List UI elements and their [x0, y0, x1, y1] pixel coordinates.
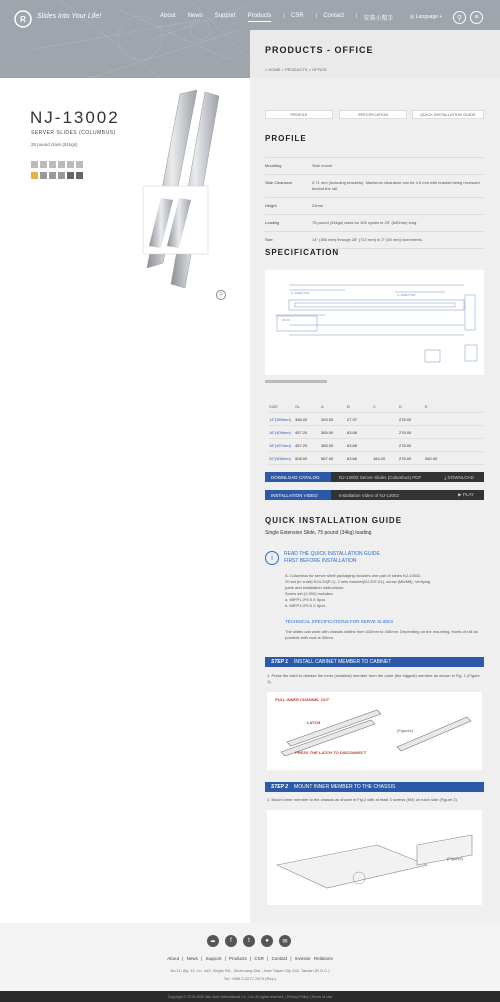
footer-tel: Tel: +886-2-2277-2879 (Rep.) — [223, 976, 277, 981]
note-line: Screw set (1-900) includes: — [285, 591, 334, 596]
table-cell: 365.00 — [321, 429, 334, 435]
scrollbar[interactable] — [265, 380, 327, 383]
tab-quick-install[interactable]: QUICK INSTALLATION GUIDE — [412, 110, 484, 119]
play-button[interactable] — [458, 492, 474, 498]
row-label: Height — [265, 203, 277, 208]
table-cell[interactable]: 14"(355mm) — [269, 416, 291, 422]
globe-icon: ◎ — [410, 14, 415, 20]
step-2-header — [265, 782, 484, 792]
profile-table — [265, 157, 484, 249]
table-header — [269, 400, 484, 413]
table-cell: 276.00 — [399, 442, 412, 448]
note-line: 20 set (in a set) NJ4-25(P-1), 2 sets bracket(NJ-25T-01), screw (M6/M8). Verifying — [285, 579, 431, 584]
installation-video-label: INSTALLATION VIDEO — [265, 490, 331, 500]
table-cell: 276.00 — [399, 455, 412, 461]
main-nav — [160, 13, 405, 22]
zoom-button[interactable] — [216, 290, 226, 300]
tab-profile[interactable]: PROFILE — [265, 110, 333, 119]
column-header: SL — [295, 403, 300, 409]
notice-line: FIRST BEFORE INSTALLATION — [284, 557, 357, 564]
table-row — [269, 413, 484, 426]
feature-icon — [31, 172, 38, 179]
table-cell: 276.00 — [399, 416, 412, 422]
search-icon: ⚲ — [456, 14, 463, 22]
table-cell: 365.00 — [321, 442, 334, 448]
table-cell — [425, 430, 451, 435]
table-cell: 260.90 — [425, 455, 438, 461]
row-label: Size — [265, 237, 273, 242]
svg-text:R: R — [20, 15, 26, 24]
feature-icon — [40, 161, 47, 168]
table-cell[interactable]: 18"(457mm) — [269, 442, 291, 448]
nav-divider: | — [355, 13, 358, 19]
quick-install-subtitle: Single Extension Slide, 75 pound (34kg) loading — [265, 530, 372, 536]
step-title: INSTALL CABINET MEMBER TO CABINET — [294, 659, 392, 665]
download-catalog-bar[interactable] — [265, 472, 484, 482]
page-title: PRODUCTS - OFFICE — [265, 45, 374, 55]
spec-table — [269, 400, 484, 465]
table-cell: 508.00 — [295, 455, 308, 461]
note-line: parts and installation instructions: — [285, 585, 345, 590]
read-guide-notice — [265, 551, 380, 565]
table-cell — [373, 443, 399, 448]
step-number: STEP 2 — [271, 784, 289, 790]
column-header: B — [347, 403, 350, 409]
row-label: Loading — [265, 220, 280, 225]
step-1-figure — [267, 692, 482, 770]
slogan: Slides Into Your Life! — [37, 13, 102, 20]
installation-video-bar[interactable] — [265, 490, 484, 500]
menu-button[interactable] — [470, 11, 483, 24]
table-cell: 63.66 — [347, 442, 358, 448]
product-name: NJ-13002 — [30, 108, 120, 127]
product-description: 25 pound class (91kgs) — [31, 142, 78, 147]
table-cell: 184.20 — [373, 455, 386, 461]
table-row — [269, 426, 484, 439]
feature-icon — [67, 161, 74, 168]
note-line: a. M5*P1.0*5.5 X 5pcs — [285, 597, 326, 602]
table-cell: 356.00 — [295, 416, 308, 422]
step-number: STEP 1 — [271, 659, 289, 665]
dimension-label: 35.00 — [282, 318, 290, 322]
download-button[interactable] — [444, 475, 474, 480]
table-cell: 63.66 — [347, 455, 358, 461]
column-header: E — [425, 403, 428, 409]
column-header: D — [399, 403, 402, 409]
column-header: SIZE — [269, 403, 278, 409]
catalog-file-name: NJ-13002 Server Slides (Columbus) PDF — [339, 474, 422, 480]
language-label: Language + — [415, 14, 443, 20]
figure-label: (Figure1) — [397, 728, 414, 733]
table-row — [269, 439, 484, 452]
figure-label: PULL INNER CHANNEL OUT — [275, 697, 330, 702]
download-catalog-label: DOWNLOAD CATALOG — [265, 472, 331, 482]
footer-address: No.11, Aly. 12, Ln. 443, Xingfu Rd., Xinzhuang Dist., New Taipei City 242, Taiwan (R.O.C.) — [170, 968, 330, 973]
zoom-icon: ⚲ — [219, 292, 223, 298]
table-cell: 27.97 — [347, 416, 358, 422]
row-value: 0.71 mm (including brackets). Maximum clearance can be 4.5 mm with bracket being recessed behind the rail. — [312, 180, 480, 191]
play-label: PLAY — [462, 492, 474, 497]
step-title: MOUNT INNER MEMBER TO THE CHASSIS — [294, 784, 396, 790]
step-1-description: 1. Press the latch to release the inner (smallest) member from the outer (the biggest) member as shown in Fig. 1 (Figure 1). — [267, 673, 480, 684]
feature-icon — [40, 172, 47, 179]
step-2-figure — [267, 810, 482, 905]
feature-icon — [76, 161, 83, 168]
row-value: 14" (356 mm) through 28" (710 mm) in 2" (50 mm) increments. — [312, 237, 423, 242]
row-value: Side mount — [312, 163, 333, 168]
tech-spec-heading: TECHNICAL SPECIFICATIONS FOR SERVE SLIDES — [285, 619, 394, 624]
quick-install-title: QUICK INSTALLATION GUIDE — [265, 516, 403, 525]
table-cell — [373, 430, 399, 435]
product-subtitle: SERVER SLIDES (COLUMBUS) — [31, 130, 116, 136]
table-row — [265, 157, 484, 174]
table-cell: 263.00 — [321, 416, 334, 422]
feature-icon — [58, 172, 65, 179]
download-label: DOWNLOAD — [447, 474, 474, 480]
row-value: 75 pound (34kgs) class for 300 cycles in 25" (640mm) long. — [312, 220, 418, 225]
table-cell: 457.20 — [295, 442, 308, 448]
feature-icon — [49, 172, 56, 179]
video-title: Installation Video of NJ-13002 — [339, 492, 399, 498]
figure-label: LATCH — [307, 720, 321, 725]
wechat-icon[interactable]: ● — [261, 935, 273, 947]
notice-line: READ THE QUICK INSTALLATION GUIDE — [284, 551, 380, 557]
table-row — [265, 214, 484, 231]
table-row — [265, 174, 484, 197]
language-selector[interactable] — [410, 14, 442, 20]
search-button[interactable] — [453, 11, 466, 24]
figure-label: (Figure2) — [447, 856, 464, 861]
specification-heading: SPECIFICATION — [265, 248, 340, 257]
column-header: C — [373, 403, 376, 409]
table-row — [265, 197, 484, 214]
feature-icon — [67, 172, 74, 179]
info-icon: i — [265, 551, 279, 565]
footer-nav[interactable]: About | News | Support | Products | CSR | Contact | Investor Relations — [167, 956, 333, 961]
figure-label: PRESS THE LATCH TO DISCONNECT — [295, 750, 367, 755]
tab-specification[interactable]: SPECIFICATION — [339, 110, 407, 119]
table-cell: 457.20 — [295, 429, 308, 435]
download-icon: ⤓ — [444, 474, 447, 480]
profile-heading: PROFILE — [265, 134, 307, 143]
table-cell[interactable]: 16"(405mm) — [269, 429, 291, 435]
note-line: A. Columbus for server shelf packaging includes one pair of slides NJ-13002, — [285, 573, 422, 578]
feature-icon — [31, 161, 38, 168]
copyright: Copyright © 2019-2020 Nan Juen International Co., Ltd. All rights reserved. | Privacy Policy | Terms of Use — [0, 991, 500, 1002]
table-cell[interactable]: 20"(508mm) — [269, 455, 291, 461]
nav-about[interactable]: About — [160, 13, 176, 19]
nav-install-helper[interactable]: 安裝小幫手 — [363, 16, 394, 22]
feature-icon — [58, 161, 65, 168]
note-line: b. M5*P1.0*5.5 X 5pcs — [285, 603, 326, 608]
mail-icon[interactable]: ✉ — [279, 935, 291, 947]
tech-spec-text: The slides can work with chassis widths from 430mm to 440mm. Depending on the mounting, fronts of rail as possible with rack is 30mm. — [285, 629, 478, 640]
menu-icon: ≡ — [474, 14, 479, 21]
table-row — [265, 231, 484, 249]
nav-contact[interactable]: Contact — [323, 13, 344, 19]
logo-icon[interactable] — [14, 10, 32, 28]
twitter-icon[interactable]: t — [243, 935, 255, 947]
facebook-icon[interactable]: f — [225, 935, 237, 947]
nav-news[interactable]: News — [187, 13, 203, 19]
table-cell: 63.66 — [347, 429, 358, 435]
product-image — [135, 88, 235, 298]
step-2-description: 1. Mount inner member to the chassis as shown in Fig.2 with at least 3 screws (M4) on each side (Figure 2). — [267, 797, 458, 802]
feature-icon — [76, 172, 83, 179]
nav-products[interactable]: Products — [248, 13, 272, 22]
table-cell: 276.00 — [399, 429, 412, 435]
feature-icon — [49, 161, 56, 168]
breadcrumb[interactable]: > HOME > PRODUCTS > OFFICE — [265, 67, 327, 72]
table-row — [269, 452, 484, 465]
nav-support[interactable]: Support — [214, 13, 236, 19]
share-icon[interactable]: ➦ — [207, 935, 219, 947]
nav-divider: | — [283, 13, 285, 19]
table-cell — [425, 417, 451, 422]
package-notes — [285, 573, 480, 609]
dimension-label: A: 3dBkTT/00 — [291, 291, 310, 295]
row-value: 23mm — [312, 203, 324, 208]
table-cell — [425, 443, 451, 448]
table-cell — [373, 417, 399, 422]
step-1-header — [265, 657, 484, 667]
column-header: A — [321, 403, 324, 409]
row-label: Mounting — [265, 163, 282, 168]
dimension-label: A: 3dBkTT/00 — [397, 293, 416, 297]
nav-csr[interactable]: CSR — [290, 13, 304, 19]
row-label: Side Clearance — [265, 180, 293, 185]
specification-drawing — [265, 270, 484, 375]
play-icon: ▶ — [458, 492, 462, 497]
table-cell: 567.00 — [321, 455, 334, 461]
nav-divider: | — [315, 13, 318, 19]
